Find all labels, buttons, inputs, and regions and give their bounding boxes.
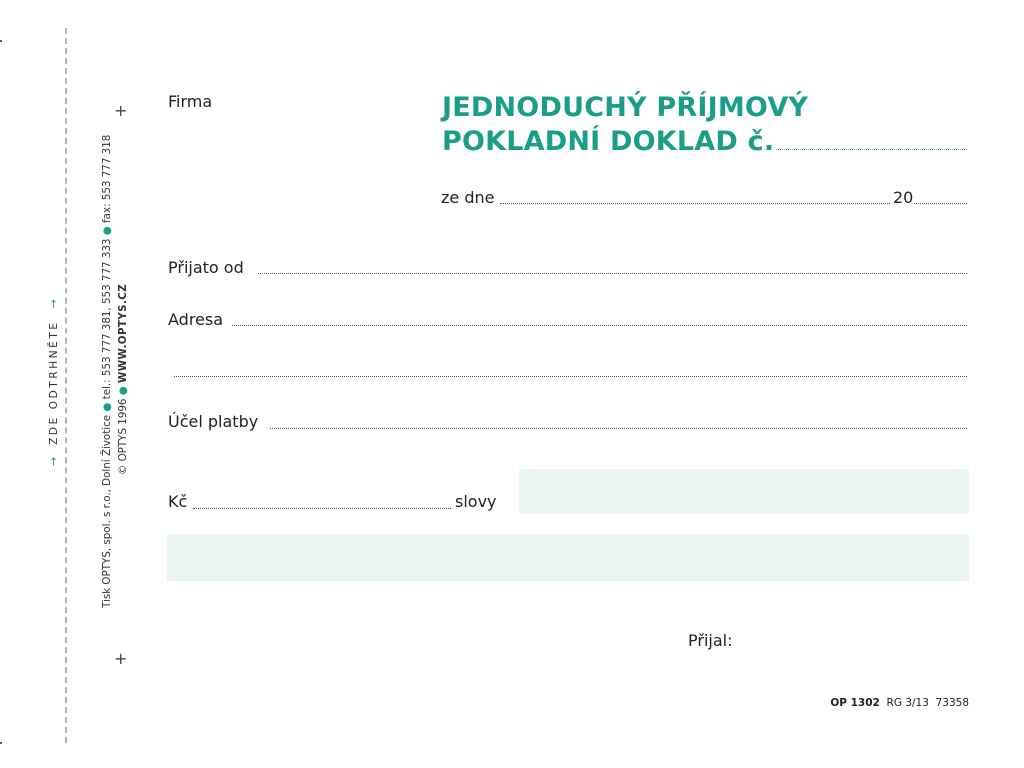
- form-code-number: OP 1302: [830, 697, 880, 709]
- amount-in-words-box-2[interactable]: [167, 534, 969, 581]
- printer-website: WWW.OPTYS.CZ: [117, 283, 129, 383]
- payment-purpose-label: Účel platby: [168, 412, 259, 431]
- amount-in-words-box[interactable]: [519, 469, 969, 514]
- separator-dot: ●: [101, 402, 113, 412]
- printer-info-line1: [101, 135, 113, 608]
- document-number-field[interactable]: [776, 149, 967, 150]
- corner-mark: [0, 40, 2, 42]
- registration-mark: +: [114, 101, 128, 120]
- tear-off-line: [65, 28, 67, 743]
- payment-purpose-field[interactable]: [270, 428, 967, 429]
- date-field[interactable]: [500, 203, 890, 204]
- printer-fax: fax: 553 777 318: [101, 134, 113, 223]
- address-field-line1[interactable]: [232, 325, 967, 326]
- address-field-line2[interactable]: [174, 376, 967, 377]
- amount-field[interactable]: [193, 508, 451, 509]
- separator-dot: ●: [101, 226, 113, 236]
- printer-phone: tel.: 553 777 381, 553 777 333: [101, 238, 113, 400]
- received-by-label: Přijal:: [688, 631, 733, 650]
- printer-info-line2: [117, 284, 129, 475]
- tear-off-label: [47, 299, 60, 466]
- form-serial: 73358: [935, 697, 969, 709]
- arrow-right-icon: →: [47, 456, 60, 466]
- year-prefix: 20: [893, 188, 914, 207]
- in-words-label: slovy: [455, 492, 497, 511]
- document-title-line2: POKLADNÍ DOKLAD č.: [442, 126, 775, 157]
- corner-mark: [0, 742, 2, 744]
- form-revision: RG 3/13: [886, 697, 929, 709]
- form-code: [830, 697, 969, 709]
- registration-mark: +: [114, 649, 128, 668]
- tear-off-text: ZDE ODTRHNĚTE: [48, 320, 60, 445]
- printer-copyright: © OPTYS 1996: [117, 398, 129, 475]
- received-from-field[interactable]: [258, 273, 967, 274]
- arrow-right-icon: →: [47, 299, 60, 309]
- firma-label: Firma: [168, 92, 213, 111]
- separator-dot: ●: [117, 386, 129, 396]
- received-from-label: Přijato od: [168, 258, 244, 277]
- date-label: ze dne: [441, 188, 495, 207]
- address-label: Adresa: [168, 310, 224, 329]
- year-field[interactable]: [914, 203, 967, 204]
- document-title-line1: JEDNODUCHÝ PŘÍJMOVÝ: [442, 92, 809, 123]
- printer-address: Tisk OPTYS, spol. s r.o., Dolní Životice: [101, 414, 113, 608]
- amount-label: Kč: [168, 492, 188, 511]
